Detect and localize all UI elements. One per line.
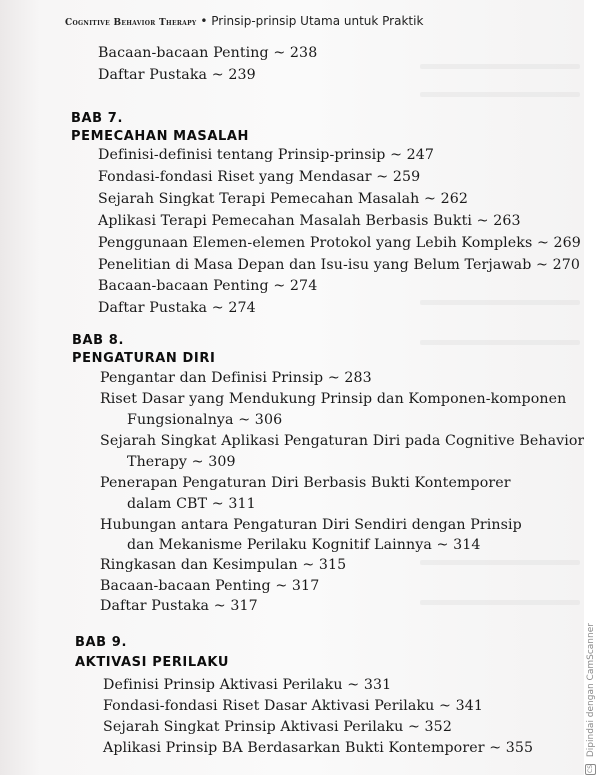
toc-entry: Sejarah Singkat Terapi Pemecahan Masalah ~ 262 [98, 191, 468, 207]
watermark-text: Dipindai dengan CamScanner [586, 623, 596, 758]
running-header [65, 14, 423, 28]
toc-entry: Penerapan Pengaturan Diri Berbasis Bukti Kontemporer [100, 475, 511, 491]
toc-entry: Hubungan antara Pengaturan Diri Sendiri dengan Prinsip [100, 517, 522, 533]
toc-entry: Riset Dasar yang Mendukung Prinsip dan Komponen-komponen [100, 391, 567, 407]
toc-entry-continuation: dan Mekanisme Perilaku Kognitif Lainnya ~ 314 [127, 537, 481, 553]
bleed-through [420, 300, 580, 305]
book-title: Cognitive Behavior Therapy [65, 18, 197, 28]
toc-entry: Fondasi-fondasi Riset Dasar Aktivasi Perilaku ~ 341 [103, 698, 483, 714]
toc-entry: Bacaan-bacaan Penting ~ 274 [98, 278, 318, 294]
bleed-through [420, 64, 580, 69]
toc-entry-continuation: Therapy ~ 309 [127, 454, 236, 470]
toc-entry: Penggunaan Elemen-elemen Protokol yang Lebih Kompleks ~ 269 [98, 235, 581, 251]
toc-entry: Daftar Pustaka ~ 274 [98, 300, 256, 316]
bleed-through [420, 600, 580, 605]
chapter-title: PENGATURAN DIRI [72, 351, 216, 366]
header-subtitle: Prinsip-prinsip Utama untuk Praktik [211, 14, 424, 28]
toc-entry: Definisi-definisi tentang Prinsip-prinsip ~ 247 [98, 147, 435, 163]
camscanner-logo-icon: CS [587, 765, 594, 774]
bleed-through [420, 92, 580, 97]
toc-entry: Pengantar dan Definisi Prinsip ~ 283 [100, 370, 372, 386]
bleed-through [420, 340, 580, 345]
camscanner-watermark [585, 600, 599, 775]
toc-entry: Daftar Pustaka ~ 317 [100, 598, 258, 614]
toc-entry-continuation: dalam CBT ~ 311 [127, 496, 256, 512]
chapter-number: BAB 9. [75, 635, 127, 650]
toc-entry: Aplikasi Prinsip BA Berdasarkan Bukti Kontemporer ~ 355 [103, 740, 534, 756]
toc-entry: Penelitian di Masa Depan dan Isu-isu yang Belum Terjawab ~ 270 [98, 257, 580, 273]
chapter-title: AKTIVASI PERILAKU [75, 655, 230, 670]
bleed-through [420, 560, 580, 565]
toc-entry: Bacaan-bacaan Penting ~ 238 [98, 45, 318, 61]
chapter-title: PEMECAHAN MASALAH [71, 129, 250, 144]
toc-entry: Daftar Pustaka ~ 239 [98, 67, 256, 83]
header-bullet: • [200, 14, 208, 28]
toc-entry: Ringkasan dan Kesimpulan ~ 315 [100, 557, 347, 573]
toc-entry: Sejarah Singkat Prinsip Aktivasi Perilaku ~ 352 [103, 719, 452, 735]
toc-entry: Aplikasi Terapi Pemecahan Masalah Berbasis Bukti ~ 263 [98, 213, 521, 229]
toc-entry: Fondasi-fondasi Riset yang Mendasar ~ 259 [98, 169, 421, 185]
chapter-number: BAB 8. [72, 333, 124, 348]
chapter-number: BAB 7. [71, 111, 123, 126]
toc-entry-continuation: Fungsionalnya ~ 306 [127, 412, 283, 428]
toc-entry: Definisi Prinsip Aktivasi Perilaku ~ 331 [103, 677, 392, 693]
toc-entry: Sejarah Singkat Aplikasi Pengaturan Diri pada Cognitive Behavior [100, 433, 584, 449]
toc-entry: Bacaan-bacaan Penting ~ 317 [100, 578, 320, 594]
